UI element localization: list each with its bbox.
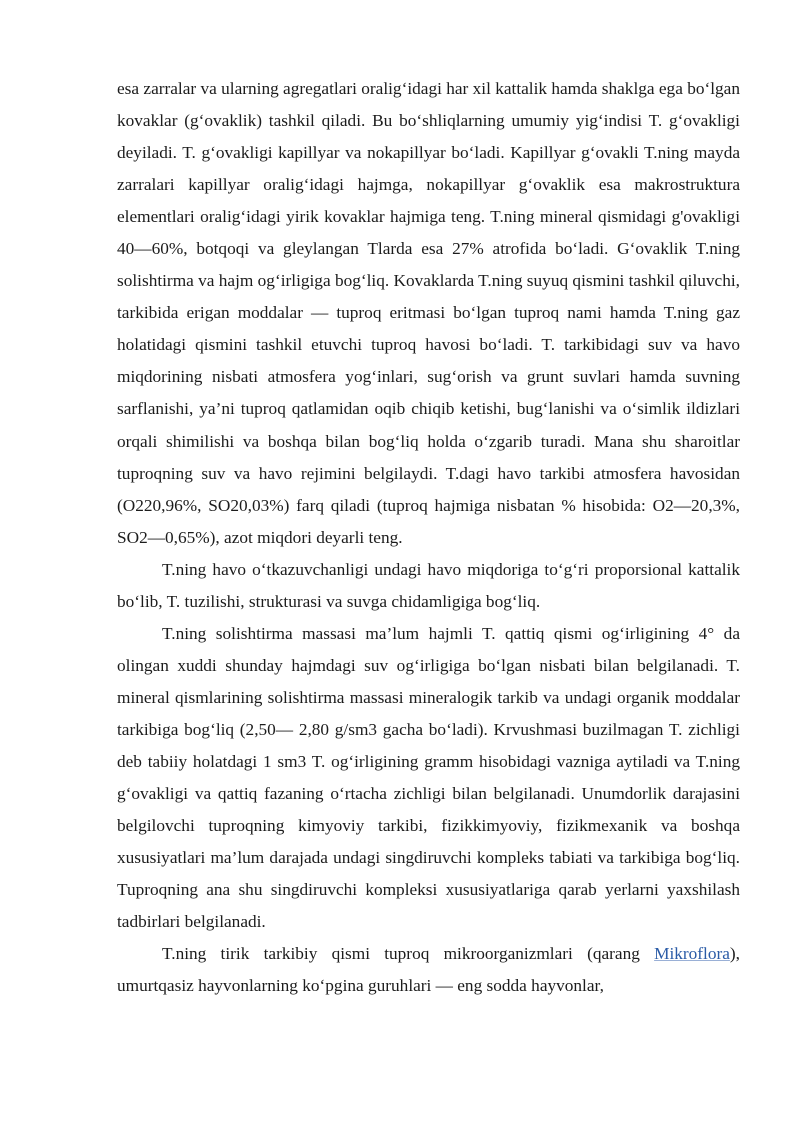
- paragraph-4-tail: ), umurtqasiz hayvonlarning ko‘pgina guruhlari — eng sodda hayvonlar,: [117, 944, 740, 996]
- paragraph-1: esa zarralar va ularning agregatlari oralig‘idagi har xil kattalik hamda shaklga ega bo‘lgan kovaklar (g‘ovaklik) tashkil qiladi. Bu bo‘shliqlarning umumiy yig‘indisi T. g‘ovakligi deyiladi. T. g‘ovakligi kapillyar va nokapillyar bo‘ladi. Kapillyar g‘ovakli T.ning mayda zarralari kapillyar oralig‘idagi hajmga, nokapillyar g‘ovaklik esa makrostruktura elementlari oralig‘idagi yirik kovaklar hajmiga teng. T.ning mineral qismidagi g'ovakligi 40—60%, botqoqi va gleylangan Tlarda esa 27% atrofida bo‘ladi. G‘ovaklik T.ning solishtirma va hajm og‘irligiga bog‘liq. Kovaklarda T.ning suyuq qismini tashkil qiluvchi, tarkibida erigan moddalar — tuproq eritmasi bo‘lgan tuproq nami hamda T.ning gaz holatidagi qismini tashkil etuvchi tuproq havosi bo‘ladi. T. tarkibidagi suv va havo miqdorining nisbati atmosfera yog‘inlari, sug‘orish va grunt suvlari hamda suvning sarflanishi, ya’ni tuproq qatlamidan oqib chiqib ketishi, bug‘lanishi va o‘simlik ildizlari orqali shimilishi va boshqa bilan bog‘liq holda o‘zgarib turadi. Mana shu sharoitlar tuproqning suv va havo rejimini belgilaydi. T.dagi havo tarkibi atmosfera havosidan (O220,96%, SO20,03%) farq qiladi (tuproq hajmiga nisbatan % hisobida: O2—20,3%, SO2—0,65%), azot miqdori deyarli teng.: [117, 79, 740, 547]
- body-text: [117, 73, 740, 1002]
- paragraph-4-lead: T.ning tirik tarkibiy qismi tuproq mikroorganizmlari (qarang: [162, 944, 655, 964]
- paragraph-3: T.ning solishtirma massasi ma’lum hajmli T. qattiq qismi og‘irligining 4° da olingan xuddi shunday hajmdagi suv og‘irligiga bo‘lgan nisbati bilan belgilanadi. T. mineral qismlarining solishtirma massasi mineralogik tarkib va undagi organik moddalar tarkibiga bog‘liq (2,50— 2,80 g/sm3 gacha bo‘ladi). Krvushmasi buzilmagan T. zichligi deb tabiiy holatdagi 1 sm3 T. og‘irligining gramm hisobidagi vazniga aytiladi va T.ning g‘ovakligi va qattiq fazaning o‘rtacha zichligi bilan belgilanadi. Unumdorlik darajasini belgilovchi tuproqning kimyoviy tarkibi, fizikkimyoviy, fizikmexanik va boshqa xususiyatlari ma’lum darajada undagi singdiruvchi kompleks tabiati va tarkibiga bog‘liq. Tuproqning ana shu singdiruvchi kompleksi xususiyatlariga qarab yerlarni yaxshilash tadbirlari belgilanadi.: [117, 623, 740, 932]
- paragraph-4: [117, 938, 740, 1002]
- paragraph-2: T.ning havo o‘tkazuvchanligi undagi havo miqdoriga to‘g‘ri proporsional kattalik bo‘lib, T. tuzilishi, strukturasi va suvga chidamligiga bog‘liq.: [117, 559, 740, 611]
- mikroflora-link[interactable]: Mikroflora: [654, 944, 730, 964]
